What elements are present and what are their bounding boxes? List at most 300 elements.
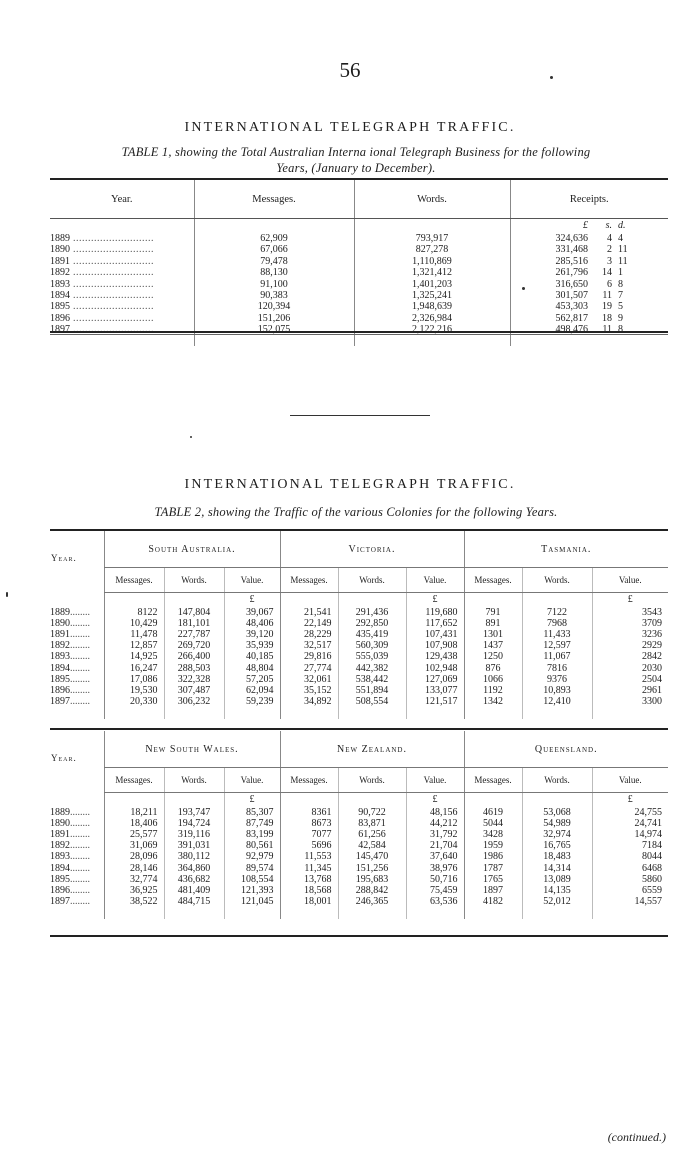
pound-sign: £	[406, 593, 464, 607]
data-cell-value: 62,094	[224, 685, 280, 696]
table-row	[50, 629, 668, 640]
data-cell-value: 6468	[592, 863, 668, 874]
data-cell-words: 151,256	[338, 863, 406, 874]
data-cell-value: 5860	[592, 874, 668, 885]
spacer-cell	[464, 707, 522, 718]
messages-cell: 91,100	[194, 279, 354, 290]
data-cell-words: 7816	[522, 663, 592, 674]
data-cell-messages: 32,061	[280, 674, 338, 685]
data-cell-messages: 11,478	[104, 629, 164, 640]
data-cell-messages: 1787	[464, 863, 522, 874]
spacer-cell	[164, 593, 224, 607]
table2-block1	[50, 531, 668, 719]
spacer-cell	[522, 593, 592, 607]
section-separator	[290, 415, 430, 416]
table-row	[50, 696, 668, 707]
words-cell: 827,278	[354, 244, 510, 255]
table2-bottom-rule	[50, 935, 668, 937]
data-cell-value: 89,574	[224, 863, 280, 874]
pence-cell: 8	[618, 278, 623, 290]
year-cell	[50, 607, 104, 618]
subheader-words: Words.	[338, 768, 406, 793]
pounds-cell: 453,303	[510, 301, 590, 312]
data-cell-words: 14,314	[522, 863, 592, 874]
table1	[50, 178, 668, 346]
year-cell	[50, 629, 104, 640]
ink-dot	[550, 76, 553, 79]
subheader-value: Value.	[592, 768, 668, 793]
data-cell-words: 391,031	[164, 840, 224, 851]
data-cell-words: 18,483	[522, 851, 592, 862]
data-cell-value: 107,431	[406, 629, 464, 640]
colony-name: Queensland.	[534, 743, 598, 755]
spacer-cell	[50, 707, 104, 718]
year-cell	[50, 896, 104, 907]
year-cell	[50, 256, 194, 267]
table-row	[50, 663, 668, 674]
year-cell	[50, 851, 104, 862]
year-value: 1891	[50, 628, 70, 640]
year-cell	[50, 301, 194, 312]
data-cell-messages: 12,857	[104, 640, 164, 651]
data-cell-messages: 5696	[280, 840, 338, 851]
year-value: 1897	[50, 896, 70, 908]
words-cell: 1,948,639	[354, 301, 510, 312]
subheader-words: Words.	[522, 568, 592, 593]
subheader-value: Value.	[224, 768, 280, 793]
year-cell	[50, 618, 104, 629]
year-cell	[50, 663, 104, 674]
data-cell-messages: 34,892	[280, 696, 338, 707]
year-value: 1889	[50, 606, 70, 618]
block1-year-header	[50, 531, 104, 593]
table-row	[50, 829, 668, 840]
data-cell-value: 24,741	[592, 818, 668, 829]
year-value: 1896	[50, 312, 70, 324]
leader-dots: ........	[70, 806, 90, 818]
colony-header-tasmania	[464, 531, 668, 568]
leader-dots: ........	[70, 684, 90, 696]
data-cell-messages: 29,816	[280, 651, 338, 662]
data-cell-words: 508,554	[338, 696, 406, 707]
data-cell-words: 292,850	[338, 618, 406, 629]
year-value: 1892	[50, 640, 70, 652]
spacer-cell	[194, 336, 354, 346]
data-cell-words: 227,787	[164, 629, 224, 640]
year-cell	[50, 829, 104, 840]
data-cell-words: 266,400	[164, 651, 224, 662]
colony-header-victoria	[280, 531, 464, 568]
data-cell-value: 75,459	[406, 885, 464, 896]
data-cell-words: 322,328	[164, 674, 224, 685]
continued-note: (continued.)	[607, 1130, 666, 1144]
table-row-spacer	[50, 907, 668, 918]
leader-dots: ........	[70, 873, 90, 885]
data-cell-words: 194,724	[164, 818, 224, 829]
year-value: 1894	[50, 862, 70, 874]
leader-dots: ........	[70, 673, 90, 685]
data-cell-messages: 20,330	[104, 696, 164, 707]
year-value: 1897	[50, 324, 70, 336]
table-row	[50, 863, 668, 874]
pound-unit: £	[510, 219, 590, 234]
data-cell-messages: 19,530	[104, 685, 164, 696]
data-cell-messages: 11,345	[280, 863, 338, 874]
table-row	[50, 279, 668, 290]
spacer-cell	[612, 336, 668, 346]
pence-cell: 11	[618, 244, 628, 256]
data-cell-messages: 18,211	[104, 807, 164, 818]
leader-dots: ........	[70, 884, 90, 896]
pence-cell: 7	[618, 290, 623, 302]
table-row	[50, 896, 668, 907]
data-cell-value: 87,749	[224, 818, 280, 829]
data-cell-messages: 4619	[464, 807, 522, 818]
data-cell-messages: 22,149	[280, 618, 338, 629]
spacer-cell	[406, 907, 464, 918]
colony-name: Tasmania.	[541, 543, 592, 555]
data-cell-messages: 28,146	[104, 863, 164, 874]
data-cell-value: 121,517	[406, 696, 464, 707]
data-cell-messages: 31,069	[104, 840, 164, 851]
data-cell-words: 16,765	[522, 840, 592, 851]
data-cell-messages: 1437	[464, 640, 522, 651]
data-cell-messages: 18,568	[280, 885, 338, 896]
pound-sign: £	[224, 593, 280, 607]
spacer-cell	[280, 707, 338, 718]
data-cell-words: 10,893	[522, 685, 592, 696]
subheader-messages: Messages.	[280, 768, 338, 793]
data-cell-value: 14,974	[592, 829, 668, 840]
year-cell	[50, 244, 194, 255]
data-cell-value: 119,680	[406, 607, 464, 618]
shillings-cell: 2	[607, 244, 612, 256]
leader-dots: ...........................	[70, 244, 154, 256]
year-value: 1890	[50, 617, 70, 629]
year-cell	[50, 267, 194, 278]
table-row	[50, 244, 668, 255]
year-value: 1894	[50, 290, 70, 302]
subheader-value: Value.	[592, 568, 668, 593]
data-cell-words: 307,487	[164, 685, 224, 696]
year-cell	[50, 863, 104, 874]
data-cell-words: 288,842	[338, 885, 406, 896]
block1-subheaders	[50, 568, 668, 593]
data-cell-messages: 8361	[280, 807, 338, 818]
table2-title: INTERNATIONAL TELEGRAPH TRAFFIC.	[184, 477, 516, 492]
data-cell-messages: 8122	[104, 607, 164, 618]
table1-caption-line2: Years, (January to December).	[276, 161, 436, 175]
spacer-cell	[104, 793, 164, 807]
data-cell-messages: 13,768	[280, 874, 338, 885]
data-cell-messages: 35,152	[280, 685, 338, 696]
data-cell-words: 551,894	[338, 685, 406, 696]
spacer-cell	[464, 907, 522, 918]
currency-row	[50, 593, 668, 607]
pounds-cell: 316,650	[510, 279, 590, 290]
year-value: 1891	[50, 255, 70, 267]
year-value: 1897	[50, 696, 70, 708]
table-row	[50, 685, 668, 696]
subheader-messages: Messages.	[104, 768, 164, 793]
data-cell-value: 3300	[592, 696, 668, 707]
data-cell-value: 2030	[592, 663, 668, 674]
year-value: 1896	[50, 884, 70, 896]
pound-sign: £	[224, 793, 280, 807]
messages-cell: 151,206	[194, 313, 354, 324]
spacer-cell	[522, 793, 592, 807]
leader-dots: ........	[70, 840, 90, 852]
data-cell-value: 2504	[592, 674, 668, 685]
table-row	[50, 256, 668, 267]
pound-sign: £	[592, 793, 668, 807]
leader-dots: ........	[70, 862, 90, 874]
data-cell-words: 246,365	[338, 896, 406, 907]
data-cell-value: 48,156	[406, 807, 464, 818]
words-cell: 1,110,869	[354, 256, 510, 267]
messages-cell: 120,394	[194, 301, 354, 312]
data-cell-words: 11,067	[522, 651, 592, 662]
year-cell	[50, 840, 104, 851]
words-cell: 2,122,216	[354, 324, 510, 335]
data-cell-words: 291,436	[338, 607, 406, 618]
words-cell: 1,325,241	[354, 290, 510, 301]
pence-cell: 9	[618, 312, 623, 324]
table1-label-text: TABLE 1,	[121, 145, 172, 159]
pounds-cell: 498,476	[510, 324, 590, 335]
data-cell-words: 12,597	[522, 640, 592, 651]
year-cell	[50, 874, 104, 885]
table1-caption-line1: showing the Total Australian Interna ional Telegraph Business for the following	[174, 145, 591, 159]
subheader-messages: Messages.	[464, 568, 522, 593]
spacer-cell	[224, 707, 280, 718]
spacer-cell	[104, 707, 164, 718]
data-cell-words: 9376	[522, 674, 592, 685]
data-cell-words: 7122	[522, 607, 592, 618]
pounds-cell: 261,796	[510, 267, 590, 278]
data-cell-words: 61,256	[338, 829, 406, 840]
data-cell-value: 39,120	[224, 629, 280, 640]
colony-header-new-zealand	[280, 731, 464, 768]
data-cell-value: 85,307	[224, 807, 280, 818]
leader-dots: ...........................	[70, 255, 154, 267]
table1-caption	[40, 144, 672, 176]
data-cell-value: 7184	[592, 840, 668, 851]
table1-messages-header: Messages.	[194, 179, 354, 219]
year-cell	[50, 279, 194, 290]
data-cell-value: 3236	[592, 629, 668, 640]
block2-year-header	[50, 731, 104, 793]
spacer-cell	[50, 793, 104, 807]
data-cell-messages: 38,522	[104, 896, 164, 907]
data-cell-value: 35,939	[224, 640, 280, 651]
data-cell-words: 181,101	[164, 618, 224, 629]
data-cell-words: 560,309	[338, 640, 406, 651]
data-cell-messages: 1066	[464, 674, 522, 685]
data-cell-value: 3543	[592, 607, 668, 618]
data-cell-value: 40,185	[224, 651, 280, 662]
year-value: 1895	[50, 301, 70, 313]
leader-dots: ...........................	[70, 324, 154, 336]
pounds-cell: 285,516	[510, 256, 590, 267]
data-cell-words: 306,232	[164, 696, 224, 707]
table2-caption	[40, 504, 672, 520]
year-cell	[50, 685, 104, 696]
data-cell-value: 102,948	[406, 663, 464, 674]
table-row	[50, 640, 668, 651]
data-cell-messages: 14,925	[104, 651, 164, 662]
year-value: 1889	[50, 806, 70, 818]
data-cell-value: 2842	[592, 651, 668, 662]
table-row	[50, 818, 668, 829]
spacer-cell	[338, 593, 406, 607]
data-cell-words: 145,470	[338, 851, 406, 862]
data-cell-words: 195,683	[338, 874, 406, 885]
spacer-cell	[510, 336, 590, 346]
data-cell-value: 127,069	[406, 674, 464, 685]
data-cell-words: 42,584	[338, 840, 406, 851]
data-cell-messages: 791	[464, 607, 522, 618]
spacer-cell	[406, 707, 464, 718]
messages-cell: 67,066	[194, 244, 354, 255]
shillings-cell: 11	[602, 290, 612, 302]
table-row	[50, 301, 668, 312]
shillings-cell: 18	[602, 312, 612, 324]
spacer-cell	[338, 907, 406, 918]
data-cell-value: 44,212	[406, 818, 464, 829]
pounds-cell: 331,468	[510, 244, 590, 255]
spacer-cell	[280, 593, 338, 607]
pound-sign: £	[406, 793, 464, 807]
table-row	[50, 807, 668, 818]
leader-dots: ........	[70, 851, 90, 863]
table-row	[50, 313, 668, 324]
block2-body	[50, 793, 668, 919]
spacer-cell	[338, 707, 406, 718]
table1-label	[122, 145, 172, 159]
leader-dots: ........	[70, 651, 90, 663]
data-cell-messages: 1986	[464, 851, 522, 862]
colony-name: New Zealand.	[337, 743, 407, 755]
words-cell: 2,326,984	[354, 313, 510, 324]
pence-cell: 1	[618, 267, 623, 279]
data-cell-messages: 1897	[464, 885, 522, 896]
data-cell-messages: 25,577	[104, 829, 164, 840]
year-cell	[50, 674, 104, 685]
data-cell-messages: 17,086	[104, 674, 164, 685]
table-row	[50, 840, 668, 851]
data-cell-value: 2929	[592, 640, 668, 651]
year-value: 1889	[50, 233, 70, 244]
ink-dot	[190, 436, 192, 438]
year-cell	[50, 818, 104, 829]
data-cell-value: 108,554	[224, 874, 280, 885]
spacer-cell	[164, 793, 224, 807]
data-cell-value: 24,755	[592, 807, 668, 818]
messages-cell: 90,383	[194, 290, 354, 301]
pence-cell: 11	[618, 255, 628, 267]
colony-name: South Australia.	[148, 543, 236, 555]
data-cell-messages: 10,429	[104, 618, 164, 629]
data-cell-value: 107,908	[406, 640, 464, 651]
data-cell-messages: 11,553	[280, 851, 338, 862]
year-cell	[50, 640, 104, 651]
table-row	[50, 618, 668, 629]
words-cell: 1,321,412	[354, 267, 510, 278]
data-cell-messages: 1765	[464, 874, 522, 885]
table-row	[50, 290, 668, 301]
spacer-cell	[522, 707, 592, 718]
data-cell-messages: 4182	[464, 896, 522, 907]
year-value: 1892	[50, 267, 70, 279]
table-row	[50, 851, 668, 862]
colony-name: Victoria.	[348, 543, 396, 555]
year-cell	[50, 233, 194, 244]
pounds-cell: 562,817	[510, 313, 590, 324]
block1-body	[50, 593, 668, 719]
data-cell-messages: 5044	[464, 818, 522, 829]
table1-title: INTERNATIONAL TELEGRAPH TRAFFIC.	[184, 120, 516, 135]
data-cell-value: 31,792	[406, 829, 464, 840]
pence-unit: d.	[618, 220, 626, 232]
data-cell-words: 11,433	[522, 629, 592, 640]
data-cell-messages: 1342	[464, 696, 522, 707]
data-cell-messages: 876	[464, 663, 522, 674]
shillings-cell: 4	[607, 233, 612, 244]
block2-year-header-text: Year.	[51, 753, 77, 764]
data-cell-messages: 32,517	[280, 640, 338, 651]
table1-body	[50, 219, 668, 346]
subheader-value: Value.	[224, 568, 280, 593]
data-cell-messages: 7077	[280, 829, 338, 840]
table2-caption-text: showing the Traffic of the various Colonies for the following Years.	[207, 505, 558, 519]
year-value: 1892	[50, 840, 70, 852]
table-row	[50, 233, 668, 244]
subheader-words: Words.	[338, 568, 406, 593]
pence-cell: 8	[618, 324, 623, 336]
year-value: 1893	[50, 851, 70, 863]
spacer-cell	[50, 336, 194, 346]
table2-mid-rule	[50, 728, 668, 730]
spacer-cell	[354, 336, 510, 346]
data-cell-value: 83,199	[224, 829, 280, 840]
data-cell-words: 32,974	[522, 829, 592, 840]
leader-dots: ...........................	[70, 278, 154, 290]
data-cell-value: 59,239	[224, 696, 280, 707]
data-cell-value: 133,077	[406, 685, 464, 696]
table-row	[50, 885, 668, 896]
data-cell-value: 121,045	[224, 896, 280, 907]
shillings-cell: 14	[602, 267, 612, 279]
data-cell-value: 57,205	[224, 674, 280, 685]
data-cell-messages: 27,774	[280, 663, 338, 674]
data-cell-words: 436,682	[164, 874, 224, 885]
spacer-cell	[464, 593, 522, 607]
leader-dots: ...........................	[70, 267, 154, 279]
data-cell-value: 92,979	[224, 851, 280, 862]
table-row-spacer	[50, 336, 668, 346]
year-cell	[50, 313, 194, 324]
leader-dots: ........	[70, 662, 90, 674]
currency-row	[50, 793, 668, 807]
data-cell-words: 538,442	[338, 674, 406, 685]
year-value: 1895	[50, 873, 70, 885]
subheader-words: Words.	[164, 768, 224, 793]
pence-cell: 4	[618, 233, 623, 244]
data-cell-messages: 21,541	[280, 607, 338, 618]
leader-dots: ........	[70, 640, 90, 652]
messages-cell: 88,130	[194, 267, 354, 278]
